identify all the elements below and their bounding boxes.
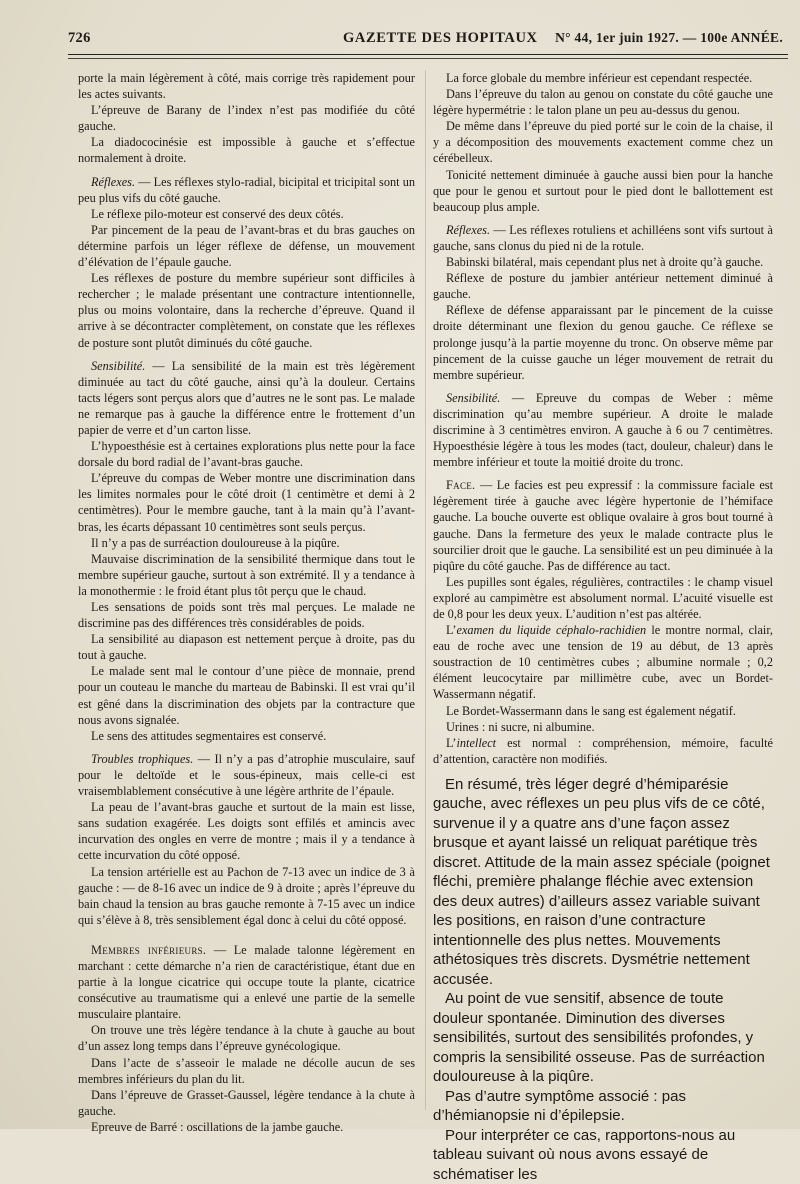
paragraph: Dans l’acte de s’asseoir le malade ne décolle aucun de ses membres inférieurs du plan du lit. <box>78 1055 415 1086</box>
paragraph: Il n’y a pas de surréaction douloureuse à la piqûre. <box>91 535 340 550</box>
paragraph-text: le montre normal, clair, eau de roche avec une tension de 19 au début, de 13 après soustraction de 10 centimètres cubes ; albumine normale ; 0,2 élément leucocytaire par millimètre cube, avec un Bordet-Wassermann négatif. <box>433 623 773 702</box>
paragraph: Réflexe de défense apparaissant par le pincement de la cuisse droite déterminant une flexion du genou gauche. Ce réflexe se prolonge jusqu’à la partie moyenne du tronc. On observe même par pincement de la cuisse gauche un léger mouvement de retrait du membre supérieur. <box>433 303 773 382</box>
right-column <box>433 70 773 1184</box>
paragraph-text: L’ <box>446 623 457 638</box>
section-label: Sensibilité. <box>446 390 501 405</box>
header-rule-thin <box>68 58 788 59</box>
section-label: Réflexes. <box>91 174 136 189</box>
left-column <box>78 70 415 1135</box>
summary-paragraph: Pas d’autre symptôme associé : pas d’hémianopsie ni d’épilepsie. <box>433 1087 686 1125</box>
paragraph: Le malade sent mal le contour d’une pièce de monnaie, prend pour un couteau le manche du marteau de Babinski. Il est vrai qu’il est gêné dans la discrimination des objets par la contracture que nous avons signalée. <box>78 664 415 727</box>
paragraph: Babinski bilatéral, mais cependant plus net à droite qu’à gauche. <box>446 255 764 270</box>
summary-paragraph: Pour interpréter ce cas, rapportons-nous au tableau suivant où nous avons essayé de schématiser les <box>433 1126 736 1183</box>
paragraph: Par pincement de la peau de l’avant-bras et du bras gauches on détermine parfois un léger réflexe de défense, un mouvement d’élévation de l’épaule gauche. <box>78 222 415 270</box>
page-number: 726 <box>68 30 91 46</box>
paragraph: Les réflexes de posture du membre supérieur sont difficiles à rechercher ; le malade présentant une contracture intentionnelle, plus ou moins volontaire, dans la recherche d’épreuve. Quand il arrive à se décontracter complètement, on constate que les réflexes de posture sont plutôt diminués du côté gauche. <box>78 271 415 350</box>
paragraph: porte la main légèrement à côté, mais corrige très rapidement pour les actes suivants. <box>78 71 415 102</box>
paragraph <box>433 477 773 574</box>
paragraph <box>433 390 773 470</box>
paragraph-text: est normal : compréhension, mémoire, faculté d’attention, caractère non modifiés. <box>433 735 773 766</box>
paragraph: Epreuve de Barré : oscillations de la jambe gauche. <box>91 1119 344 1134</box>
paragraph <box>78 174 415 206</box>
column-divider <box>425 70 426 1110</box>
paragraph: Mauvaise discrimination de la sensibilité thermique dans tout le membre supérieur gauche, surtout à son extrémité. Il y a tendance à la monothermie : le froid étant plus tôt perçu que le chaud. <box>78 551 415 598</box>
section-label: intellect <box>456 735 497 750</box>
paragraph <box>78 942 415 1022</box>
summary-paragraph: Au point de vue sensitif, absence de toute douleur spontanée. Diminution des diverses sensibilités, surtout des sensibilités profondes, y compris la sensibilité osseuse. Pas de surréaction douloureuse à la piqûre. <box>433 990 765 1086</box>
paragraph: Le sens des attitudes segmentaires est conservé. <box>91 728 327 743</box>
paragraph-text: L’ <box>446 735 457 750</box>
paragraph: De même dans l’épreuve du pied porté sur le coin de la chaise, il y a décomposition des mouvements exactement comme chez un cérébelleux. <box>433 119 773 166</box>
paragraph-text: — Les réflexes stylo-radial, bicipital et tricipital sont un peu plus vifs du côté gauche. <box>78 174 415 205</box>
paragraph: L’épreuve du compas de Weber montre une discrimination dans les limites normales pour le côté droit (1 centimètre et demi à 2 centimètres). Pour le membre gauche, tant à la main qu’à l’avant-bras, les écarts dépassant 10 centimètres sont seuls perçus. <box>78 471 415 534</box>
paragraph: La peau de l’avant-bras gauche et surtout de la main est lisse, sans sudation exagérée. Les doigts sont effilés et amincis avec incurvation des ongles en verre de montre ; mais il y a tendance à cette incurvation du côté opposé. <box>78 800 415 863</box>
paragraph-text: — Il n’y a pas d’atrophie musculaire, sauf pour le deltoïde et le sous-épineux, mais celle-ci est vraisemblablement consécutive à une légère arthrite de l’épaule. <box>78 751 416 799</box>
section-label: Troubles trophiques. <box>91 751 194 766</box>
paragraph: Réflexe de posture du jambier antérieur nettement diminué à gauche. <box>433 271 773 302</box>
paragraph: Dans l’épreuve du talon au genou on constate du côté gauche une légère hypermétrie : le talon plane un peu au-dessus du genou. <box>433 87 773 118</box>
paragraph: L’hypoesthésie est à certaines explorations plus nette pour la face dorsale du bord radial de l’avant-bras gauche. <box>78 439 415 470</box>
section-label: examen du liquide céphalo-rachidien <box>456 623 647 638</box>
section-label: Face. <box>446 478 476 493</box>
paragraph-text: — La sensibilité de la main est très légèrement diminuée au tact du côté gauche, ainsi qu’à la douleur. Certains tacts légers sont perçus alors que d’autres ne le sont pas. Le malade ne remarque pas à gauche la différence entre le frottement d’un papier de verre et d’un carton lisse. <box>78 358 415 437</box>
paragraph: Le Bordet-Wassermann dans le sang est également négatif. <box>446 703 736 718</box>
paragraph: La diadococinésie est impossible à gauche et s’effectue normalement à droite. <box>78 135 415 166</box>
summary-block <box>433 775 773 1184</box>
paragraph: On trouve une très légère tendance à la chute à gauche au bout d’un assez long temps dans l’épreuve gynécologique. <box>78 1023 415 1054</box>
paragraph: Tonicité nettement diminuée à gauche aussi bien pour la hanche que pour le genou et surtout pour le pied dont le ballottement est beaucoup plus ample. <box>433 167 773 214</box>
paragraph <box>78 358 415 438</box>
paragraph-text: — Le malade talonne légèrement en marchant : cette démarche n’a rien de caractéristique, étant due en partie à la longue cicatrice qui occupe toute la plante, cicatrice consécutive au traumatisme qui a enlevé une partie de la semelle musculaire plantaire. <box>78 942 416 1022</box>
header-rule <box>68 54 788 55</box>
summary-paragraph: En résumé, très léger degré d’hémiparésie gauche, avec réflexes un peu plus vifs de ce côté, survenue il y a quatre ans d’une façon assez brusque et ayant laissé un reliquat parétique très discret. Attitude de la main assez spéciale (poignet fléchi, première phalange fléchie avec extension des deux autres) d’ailleurs assez variable suivant les positions, en raison d’une contracture intentionnelle des plus nettes. Mouvements athétosiques très discrets. Dysmétrie nettement accusée. <box>433 775 770 988</box>
section-label: Sensibilité. <box>91 358 146 373</box>
paragraph: La sensibilité au diapason est nettement perçue à droite, pas du tout à gauche. <box>78 632 415 663</box>
paragraph-text: — Epreuve du compas de Weber : même discrimination qu’au membre supérieur. A droite le malade discrimine à 3 centimètres environ. A gauche à 6 ou 7 centimètres. Hypoesthésie légère à tous les modes (tact, douleur, chaleur) dans le membre inférieur et toute la moitié droite du tronc. <box>433 390 773 470</box>
paragraph <box>78 751 415 799</box>
paragraph-text: — Le facies est peu expressif : la commissure faciale est légèrement tirée à gauche avec légère hypertonie de l’hémiface gauche. La bouche ouverte est oblique ovalaire à gros bout tourné à gauche. Dans la fermeture des yeux le malade contracte plus le sourcilier droit que le gauche. La sensibilité est un peu diminuée à la piqûre du côté gauche. Pas de différence au tact. <box>433 478 773 573</box>
paragraph: L’épreuve de Barany de l’index n’est pas modifiée du côté gauche. <box>78 103 415 134</box>
paragraph <box>433 735 773 767</box>
issue-info: N° 44, 1er juin 1927. — 100e ANNÉE. <box>555 30 783 45</box>
paragraph: La force globale du membre inférieur est cependant respectée. <box>446 71 753 85</box>
paragraph: La tension artérielle est au Pachon de 7-13 avec un indice de 3 à gauche : — de 8-16 avec un indice de 9 à droite ; après l’épreuve du bain chaud la tension au bras gauche remonte à 7-15 avec un indice qui s’élève à 8, très sensiblement égal donc à celui du côté opposé. <box>78 864 415 927</box>
paragraph: Le réflexe pilo-moteur est conservé des deux côtés. <box>91 206 344 221</box>
section-label: Réflexes. <box>446 222 491 237</box>
paragraph: Urines : ni sucre, ni albumine. <box>446 719 595 734</box>
page-header <box>68 30 783 52</box>
paragraph: Les sensations de poids sont très mal perçues. Le malade ne discrimine pas des différences très considérables de poids. <box>78 600 415 631</box>
section-label: Membres inférieurs. <box>91 942 207 957</box>
paragraph: Les pupilles sont égales, régulières, contractiles : le champ visuel exploré au campimètre est absolument normal. L’acuité visuelle est de 0,8 pour les deux yeux. L’audition n’est pas altérée. <box>433 574 773 621</box>
paragraph <box>433 222 773 254</box>
journal-title: GAZETTE DES HOPITAUX <box>343 30 538 46</box>
paragraph: Dans l’épreuve de Grasset-Gaussel, légère tendance à la chute à gauche. <box>78 1087 415 1118</box>
paragraph <box>433 622 773 702</box>
paragraph-text: — Les réflexes rotuliens et achilléens sont vifs surtout à gauche, sans clonus du pied ni de la rotule. <box>433 222 773 253</box>
